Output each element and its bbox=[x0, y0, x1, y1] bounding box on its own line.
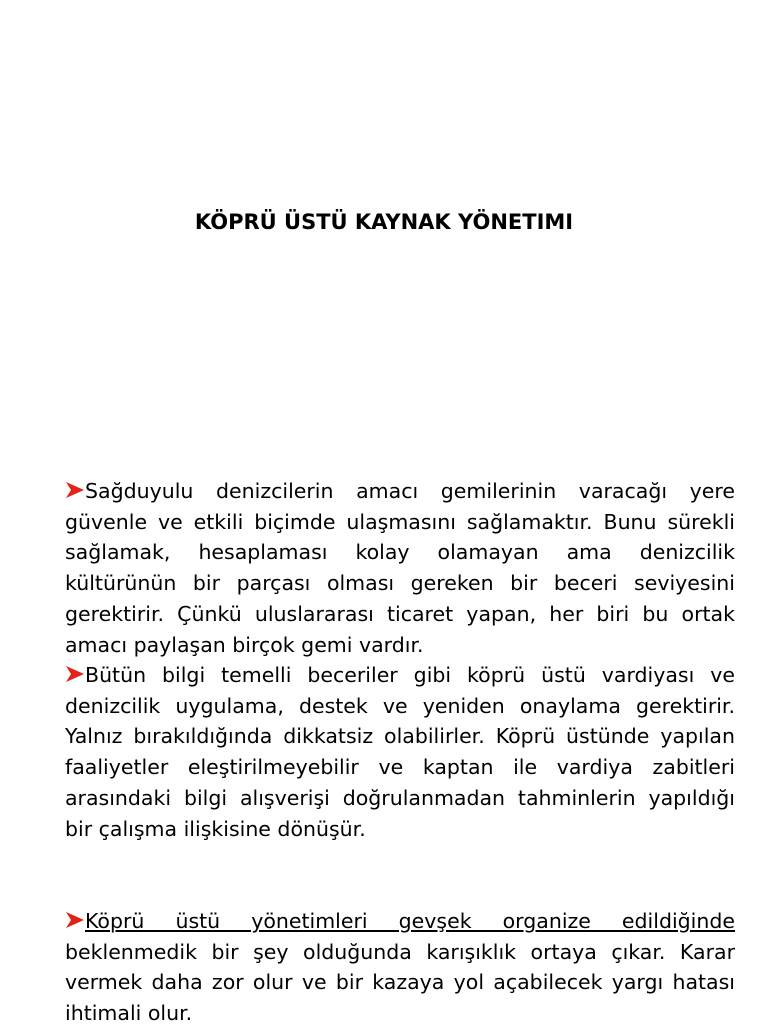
bullet-paragraph-3 bbox=[65, 906, 735, 1029]
page-title: KÖPRÜ ÜSTÜ KAYNAK YÖNETIMI bbox=[194, 210, 574, 234]
paragraph-text: beklenmedik bir şey olduğunda karışıklık ortaya çıkar. Karar vermek daha zor olur ve bir kazaya yol açabilecek yargı hatası ihtimali olur. bbox=[65, 939, 735, 1026]
underlined-phrase: Köprü üstü yönetimleri gevşek organize edildiğinde bbox=[85, 909, 735, 933]
red-arrowhead-icon bbox=[65, 481, 85, 499]
paragraph-text: Bütün bilgi temelli beceriler gibi köprü üstü vardiyası ve denizcilik uygulama, destek ve yeniden onaylama gerektirir. Yalnız bırakıldığında dikkatsiz olabilirler. Köprü üstünde yapılan faaliyetler eleştirilmeyebilir ve kaptan ile vardiya zabitleri arasındaki bilgi alışverişi doğrulanmadan tahminlerin yapıldığı bir çalışma ilişkisine dönüşür. bbox=[65, 663, 735, 841]
bullet-paragraph-2 bbox=[65, 660, 735, 844]
red-arrowhead-icon bbox=[65, 665, 85, 683]
bullet-paragraph-1 bbox=[65, 476, 735, 660]
paragraph-text: Sağduyulu denizcilerin amacı gemilerinin varacağı yere güvenle ve etkili biçimde ulaşmasını sağlamaktır. Bunu sürekli sağlamak, hesaplaması kolay olamayan ama denizcilik kültürünün bir parçası olması gereken bir beceri seviyesini gerektirir. Çünkü uluslararası ticaret yapan, her biri bu ortak amacı paylaşan birçok gemi vardır. bbox=[65, 479, 735, 657]
red-arrowhead-icon bbox=[65, 911, 85, 929]
